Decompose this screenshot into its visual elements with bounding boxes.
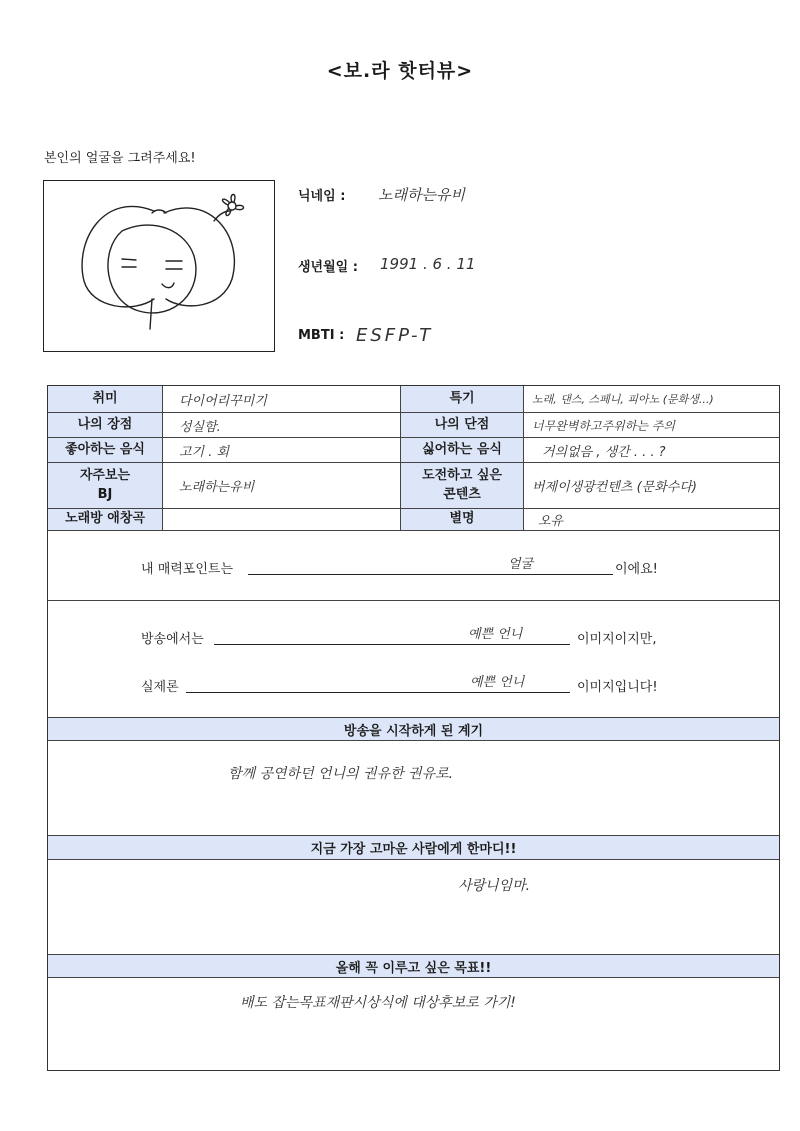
mbti-value: ESFP-T [356,325,434,346]
birthdate-label: 생년월일 : [298,260,358,275]
nickname-value: 노래하는유비 [378,186,465,204]
disliked-food-value: 거의없음 , 생간 . . . ? [542,444,666,460]
face-drawing-prompt: 본인의 얼굴을 그려주세요! [44,151,196,166]
challenge-content-label [401,463,524,508]
disliked-food-label: 싫어하는 음식 [401,438,524,462]
goal-header: 올해 꼭 이루고 싶은 목표!! [48,954,779,978]
charm-point-section [48,530,779,600]
strength-label: 나의 장점 [48,413,163,437]
goal-answer: 배도 잡는목표재판시상식에 대상후보로 가기! [240,995,516,1011]
alias-value: 오유 [538,514,564,529]
talent-label: 특기 [401,386,524,412]
charm-suffix: 이에요! [615,562,658,577]
favorite-food-label: 좋아하는 음식 [48,438,163,462]
favorite-bj-label-line2: BJ [97,486,113,502]
hobby-label: 취미 [48,386,163,412]
weakness-label: 나의 단점 [401,413,524,437]
challenge-content-label-line1: 도전하고 싶은 [422,467,502,483]
real-image-suffix: 이미지입니다! [577,680,658,695]
mbti-label: MBTI : [298,328,345,343]
real-image-line [186,692,570,693]
favorite-bj-label [48,463,163,508]
broadcast-image-suffix: 이미지이지만, [577,632,657,647]
charm-prefix: 내 매력포인트는 [141,562,234,577]
table-row-hobby [48,386,779,412]
talent-value: 노래, 댄스, 스페니, 피아노 (문화생...) [532,393,714,406]
favorite-bj-label-line1: 자주보는 [79,467,131,483]
image-section [48,600,779,717]
strength-value: 성실함. [163,413,401,437]
thanks-answer: 사랑니임마. [458,878,531,894]
face-doodle [44,181,276,353]
broadcast-image-prefix: 방송에서는 [141,632,204,647]
table-row-strength [48,412,779,437]
charm-value: 얼굴 [508,557,534,572]
favorite-food-value: 고기 . 회 [163,438,401,462]
broadcast-image-line [214,644,570,645]
real-image-value: 예쁜 언니 [470,675,525,690]
reason-header: 방송을 시작하게 된 계기 [48,717,779,741]
broadcast-image-value: 예쁜 언니 [468,627,523,642]
challenge-content-label-line2: 콘텐츠 [443,486,481,502]
karaoke-song-value [163,509,401,530]
favorite-bj-value: 노래하는유비 [163,463,401,508]
hobby-value: 다이어리꾸미기 [163,386,401,412]
face-drawing-box [43,180,275,352]
charm-answer-line [248,574,613,575]
table-row-food [48,437,779,462]
birthdate-value: 1991 . 6 . 11 [380,255,476,273]
alias-label: 별명 [401,509,524,530]
weakness-value: 너무완벽하고주위하는 주의 [532,418,675,433]
interview-table [47,385,780,1071]
challenge-content-value: 버제이생광컨텐츠 (문화수다) [532,480,697,495]
nickname-label: 닉네임 : [298,189,346,204]
thanks-header: 지금 가장 고마운 사람에게 한마디!! [48,835,779,860]
table-row-bj [48,462,779,508]
real-image-prefix: 실제론 [141,680,179,695]
karaoke-song-label: 노래방 애창곡 [48,509,163,530]
page-title: <보.라 핫터뷰> [326,60,474,82]
table-row-karaoke [48,508,779,530]
reason-answer: 함께 공연하던 언니의 권유한 권유로. [228,766,454,782]
